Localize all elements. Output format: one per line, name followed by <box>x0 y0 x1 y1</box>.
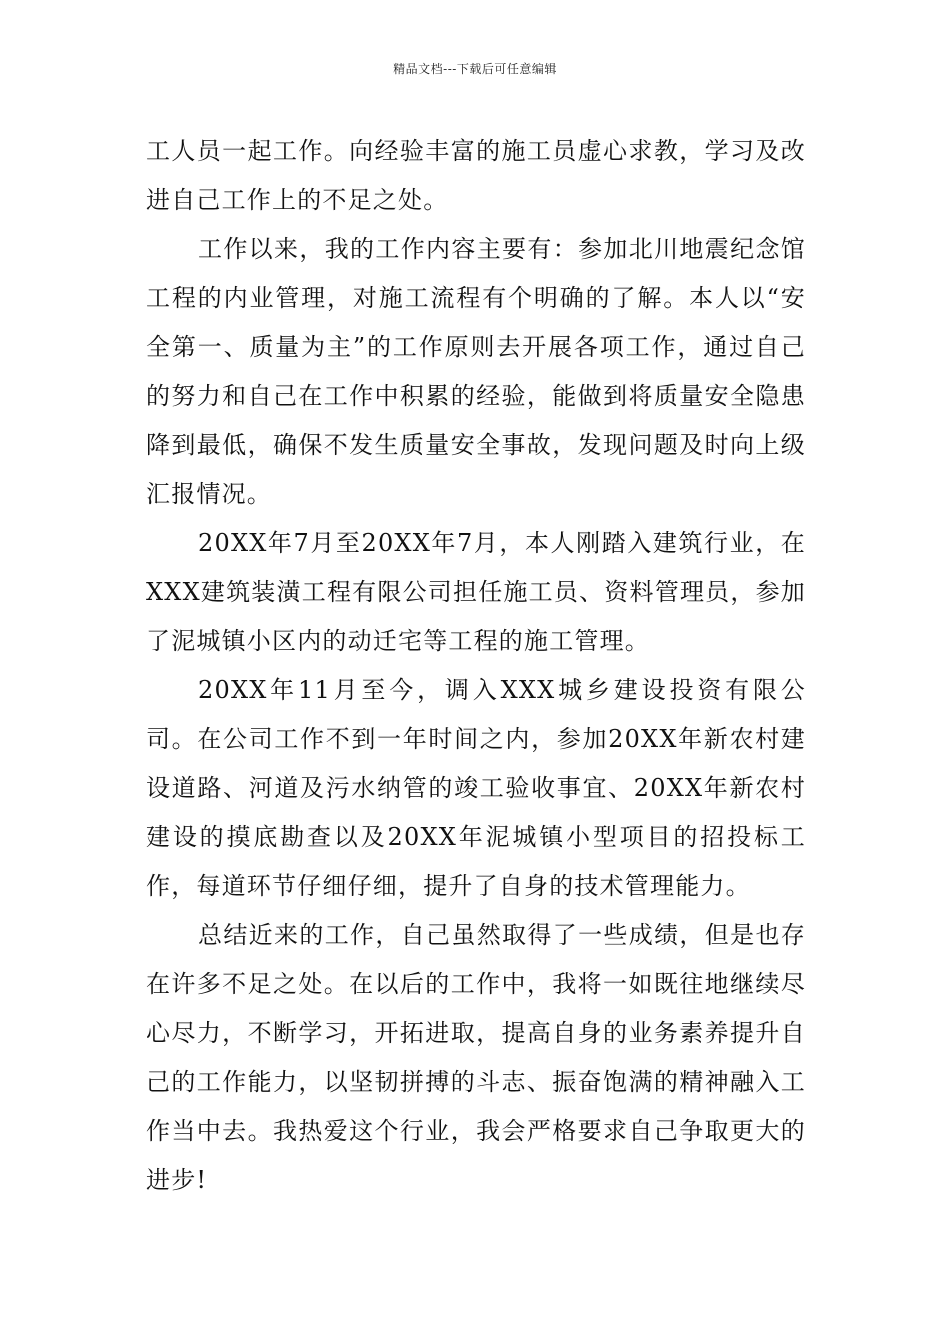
paragraph-first-job: 20XX年7月至20XX年7月，本人刚踏入建筑行业，在XXX建筑装潢工程有限公司担任施工员、资料管理员，参加了泥城镇小区内的动迁宅等工程的施工管理。 <box>146 529 806 655</box>
page-header: 精品文档---下载后可任意编辑 <box>393 62 557 76</box>
paragraph-summary: 总结近来的工作，自己虽然取得了一些成绩，但是也存在许多不足之处。在以后的工作中，我将一如既往地继续尽心尽力，不断学习，开拓进取，提高自身的业务素养提升自己的工作能力，以坚韧拼搏的斗志、振奋饱满的精神融入工作当中去。我热爱这个行业，我会严格要求自己争取更大的进步! <box>146 921 806 1194</box>
paragraph-work-content: 工作以来，我的工作内容主要有：参加北川地震纪念馆工程的内业管理，对施工流程有个明确的了解。本人以“安全第一、质量为主”的工作原则去开展各项工作，通过自己的努力和自己在工作中积累的经验，能做到将质量安全隐患降到最低，确保不发生质量安全事故，发现问题及时向上级汇报情况。 <box>146 235 806 508</box>
document-body <box>146 127 806 1205</box>
paragraph-current-job: 20XX年11月至今，调入XXX城乡建设投资有限公司。在公司工作不到一年时间之内，参加20XX年新农村建设道路、河道及污水纳管的竣工验收事宜、20XX年新农村建设的摸底勘查以及20XX年泥城镇小型项目的招投标工作，每道环节仔细仔细，提升了自身的技术管理能力。 <box>146 676 806 900</box>
paragraph-continuation: 工人员一起工作。向经验丰富的施工员虚心求教，学习及改进自己工作上的不足之处。 <box>146 137 806 214</box>
